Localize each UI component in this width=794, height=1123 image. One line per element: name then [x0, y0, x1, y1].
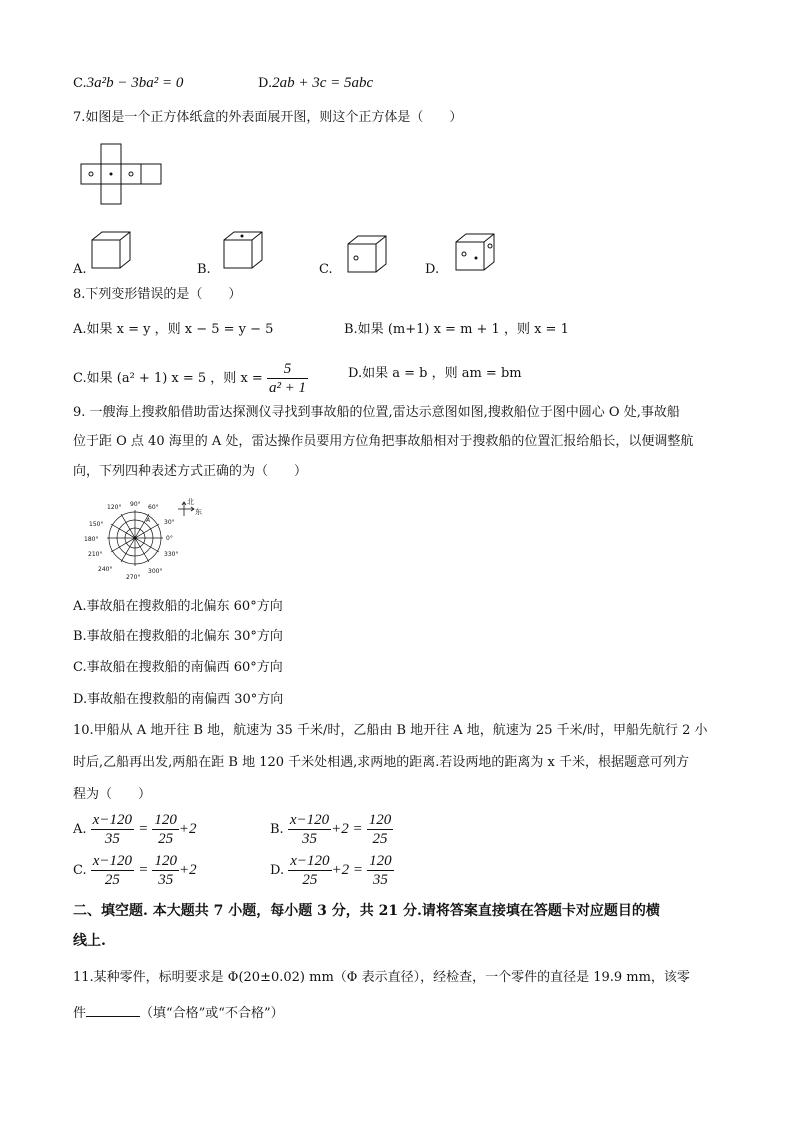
- compass-north-label: 北: [187, 498, 194, 506]
- radar-diagram: [80, 494, 210, 582]
- q9-option-c: C.事故船在搜救船的南偏西 60°方向: [73, 660, 283, 675]
- radar-label-150: 150°: [89, 521, 104, 528]
- q8-option-c-text: C.如果 (a² + 1) x = 5 ，则 x =: [73, 371, 263, 386]
- cube-net-figure: [80, 142, 166, 208]
- q8-option-c: [73, 360, 308, 397]
- q6-option-d-label: D.: [258, 76, 273, 91]
- q8-option-a: A.如果 x = y ，则 x − 5 = y − 5: [73, 322, 274, 337]
- q6-option-d-expr: 2ab + 3c = 5abc: [272, 75, 374, 91]
- q10-b-right-fraction: $\frac{120}{25}$: [368, 812, 392, 847]
- radar-label-30: 30°: [164, 519, 175, 526]
- q10-option-b: B. $\frac{x-120}{35}$ +2 = $\frac{120}{25}$: [270, 812, 392, 847]
- q9-line2: 位于距 O 点 40 海里的 A 处，雷达操作员要用方位角把事故船相对于搜救船的位置汇报给船长，以便调整航: [73, 434, 694, 449]
- q6-option-c-label: C.: [73, 76, 87, 91]
- section-2-heading: 二、填空题. 本大题共 7 小题，每小题 3 分，共 21 分.请将答案直接填在答题卡对应题目的横: [73, 903, 660, 919]
- q10-option-c: C. $\frac{x-120}{25}$ = $\frac{120}{35}$ +2: [73, 853, 197, 888]
- q9-line1: 9. 一艘海上搜救船借助雷达探测仪寻找到事故船的位置,雷达示意图如图,搜救船位于图中圆心 O 处,事故船: [73, 405, 680, 420]
- radar-label-210: 210°: [88, 551, 103, 558]
- q10-b-left-fraction: $\frac{x-120}{35}$: [289, 812, 330, 847]
- q10-line1: 10.甲船从 A 地开往 B 地，航速为 35 千米/时，乙船由 B 地开往 A 地，航速为 25 千米/时，甲船先航行 2 小: [73, 723, 708, 738]
- radar-label-180: 180°: [84, 536, 99, 543]
- cube-option-a: [90, 230, 134, 270]
- q10-option-a: A. $\frac{x-120}{35}$ = $\frac{120}{25}$ +2: [73, 812, 197, 847]
- q11-line1: 11.某种零件，标明要求是 Φ(20±0.02) mm（Φ 表示直径），经检查，一个零件的直径是 19.9 mm，该零: [73, 970, 690, 985]
- radar-label-0: 0°: [166, 535, 173, 542]
- q10-c-left-fraction: $\frac{x-120}{25}$: [92, 853, 133, 888]
- radar-label-270: 270°: [126, 574, 141, 581]
- q10-line2: 时后,乙船再出发,两船在距 B 地 120 千米处相遇,求两地的距离.若设两地的距离为 x 千米，根据题意可列方: [73, 755, 690, 770]
- radar-label-330: 330°: [164, 551, 179, 558]
- q11-line2: 件 （填“合格”或“不合格”）: [73, 1006, 284, 1021]
- radar-point-a: A: [146, 517, 151, 524]
- q9-option-a: A.事故船在搜救船的北偏东 60°方向: [73, 599, 283, 614]
- q11-answer-blank[interactable]: [86, 1004, 140, 1017]
- q10-line3: 程为（ ）: [73, 787, 152, 802]
- q6-option-c-expr: 3a²b − 3ba² = 0: [86, 75, 184, 91]
- q9-option-b: B.事故船在搜救船的北偏东 30°方向: [73, 629, 283, 644]
- radar-label-300: 300°: [148, 568, 163, 575]
- radar-label-90: 90°: [130, 501, 141, 508]
- radar-label-120: 120°: [107, 504, 122, 511]
- q9-option-d: D.事故船在搜救船的南偏西 30°方向: [73, 692, 284, 707]
- compass-east-label: 东: [195, 508, 202, 516]
- q6-option-c: [73, 74, 183, 93]
- q7-option-b-label: B.: [197, 262, 211, 277]
- q6-option-d: [258, 74, 373, 93]
- q8-stem: 8.下列变形错误的是（ ）: [73, 287, 242, 302]
- cube-option-c: [346, 234, 390, 274]
- q7-stem: 7.如图是一个正方体纸盒的外表面展开图，则这个正方体是（ ）: [73, 110, 463, 125]
- q10-d-left-fraction: $\frac{x-120}{25}$: [290, 853, 330, 888]
- q9-line3: 向，下列四种表述方式正确的为（ ）: [73, 464, 308, 479]
- section-2-heading-cont: 线上.: [73, 933, 106, 949]
- cube-option-b: [222, 230, 266, 270]
- q7-option-d-label: D.: [425, 262, 440, 277]
- cube-option-d: [454, 232, 498, 272]
- q10-c-right-fraction: $\frac{120}{35}$: [154, 853, 177, 888]
- q7-option-a-label: A.: [73, 262, 87, 277]
- radar-label-240: 240°: [98, 566, 113, 573]
- q10-d-right-fraction: $\frac{120}{35}$: [369, 853, 392, 888]
- q8-option-d: D.如果 a = b ，则 am = bm: [348, 366, 522, 381]
- q10-option-d: D. $\frac{x-120}{25}$ +2 = $\frac{120}{35}$: [270, 853, 392, 888]
- radar-label-60: 60°: [148, 504, 159, 511]
- q7-option-c-label: C.: [319, 262, 333, 277]
- q10-a-left-fraction: $\frac{x-120}{35}$: [92, 812, 132, 847]
- q8-option-b: B.如果 (m+1) x = m + 1 ，则 x = 1: [344, 322, 569, 337]
- q8-option-c-fraction: $\frac{5}{\text{a² + 1}}$: [268, 361, 307, 396]
- q10-a-right-fraction: $\frac{120}{25}$: [154, 812, 177, 847]
